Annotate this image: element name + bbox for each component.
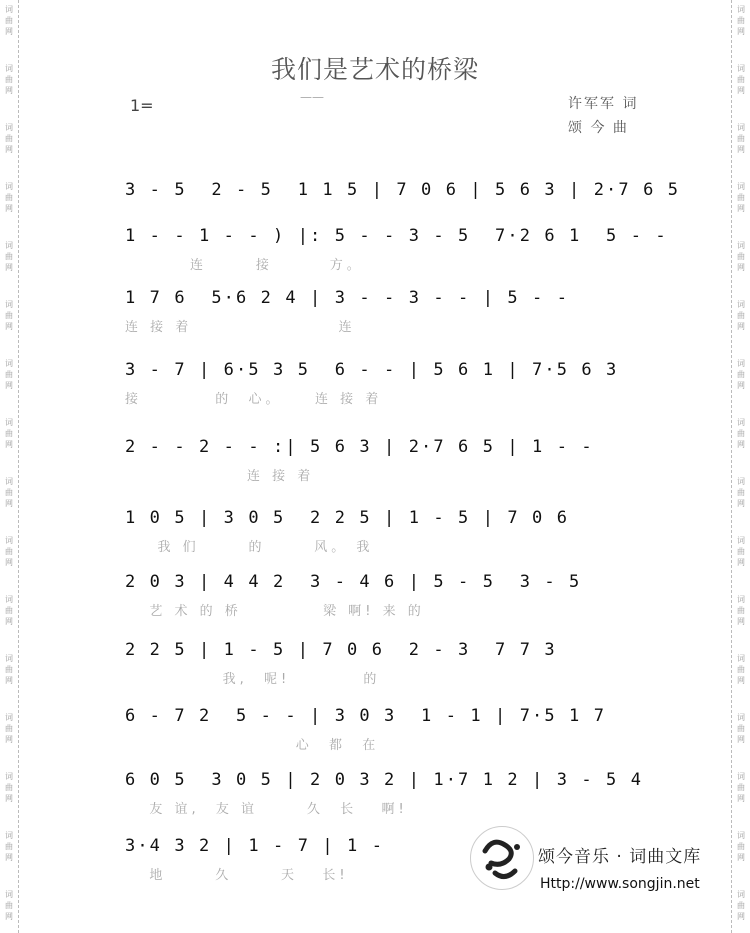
notation-line: 3 - 7 | 6·5 3 5 6 - - | 5 6 1 | 7·5 6 3 [125, 360, 619, 380]
side-watermark-label: 词 曲 网 [5, 123, 13, 154]
side-watermark-label: 词 曲 网 [737, 359, 745, 390]
side-watermark-label: 词 曲 网 [5, 831, 13, 862]
side-watermark-label: 词 曲 网 [5, 5, 13, 36]
lyricist-credit: 许军军 词 [568, 96, 639, 112]
side-watermark-label: 词 曲 网 [737, 477, 745, 508]
lyric-line: 连 接 着 [125, 469, 315, 484]
side-watermark-label: 词 曲 网 [737, 595, 745, 626]
side-watermark-label: 词 曲 网 [5, 890, 13, 921]
watermark-url[interactable]: Http://www.songjin.net [540, 876, 700, 892]
side-watermark-label: 词 曲 网 [5, 300, 13, 331]
lyric-line: 地 久 天 长! [125, 868, 349, 883]
side-watermark-label: 词 曲 网 [5, 418, 13, 449]
side-watermark-label: 词 曲 网 [5, 654, 13, 685]
side-watermark-label: 词 曲 网 [5, 595, 13, 626]
side-watermark-label: 词 曲 网 [737, 241, 745, 272]
composer-credit: 颂 今 曲 [568, 120, 629, 136]
side-watermark-label: 词 曲 网 [5, 359, 13, 390]
side-watermark-label: 词 曲 网 [737, 182, 745, 213]
side-watermark-label: 词 曲 网 [737, 5, 745, 36]
side-watermark-label: 词 曲 网 [737, 713, 745, 744]
notation-line: 2 2 5 | 1 - 5 | 7 0 6 2 - 3 7 7 3 [125, 640, 557, 660]
side-watermark-label: 词 曲 网 [5, 182, 13, 213]
notation-line: 6 - 7 2 5 - - | 3 0 3 1 - 1 | 7·5 1 7 [125, 706, 607, 726]
side-watermark-label: 词 曲 网 [5, 713, 13, 744]
key-signature: 1= [130, 96, 154, 115]
side-watermark-label: 词 曲 网 [737, 64, 745, 95]
lyric-line: 我 们 的 风。 我 [125, 540, 374, 555]
side-watermark-label: 词 曲 网 [737, 772, 745, 803]
side-watermark-label: 词 曲 网 [5, 477, 13, 508]
notation-line: 1 7 6 5·6 2 4 | 3 - - 3 - - | 5 - - [125, 288, 570, 308]
side-watermark-label: 词 曲 网 [737, 654, 745, 685]
side-watermark-label: 词 曲 网 [737, 831, 745, 862]
lyric-line: 艺 术 的 桥 梁 啊! 来 的 [125, 604, 425, 619]
lyric-line: 友 谊, 友 谊 久 长 啊! [125, 802, 408, 817]
side-watermark-label: 词 曲 网 [5, 536, 13, 567]
song-subtitle: —— [300, 90, 324, 104]
side-watermark-label: 词 曲 网 [737, 890, 745, 921]
lyric-line: 连 接 着 连 [125, 320, 356, 335]
side-watermark-label: 词 曲 网 [737, 418, 745, 449]
side-watermark-label: 词 曲 网 [5, 772, 13, 803]
lyric-line: 心 都 在 [125, 738, 380, 753]
lyric-line: 接 的 心。 连 接 着 [125, 392, 383, 407]
watermark-brand: 颂今音乐 · 词曲文库 [538, 847, 702, 867]
notation-line: 2 - - 2 - - :| 5 6 3 | 2·7 6 5 | 1 - - [125, 437, 594, 457]
notation-line: 3 - 5 2 - 5 1 1 5 | 7 0 6 | 5 6 3 | 2·7 6 5 [125, 180, 681, 200]
lyric-line: 连 接 方。 [125, 258, 364, 273]
side-watermark-label: 词 曲 网 [5, 64, 13, 95]
notation-line: 1 - - 1 - - ) |: 5 - - 3 - 5 7·2 6 1 5 - - [125, 226, 668, 246]
lyric-line: 我, 呢! 的 [125, 672, 381, 687]
notation-line: 2 0 3 | 4 4 2 3 - 4 6 | 5 - 5 3 - 5 [125, 572, 582, 592]
song-title: 我们是艺术的桥梁 [270, 55, 479, 84]
notation-line: 6 0 5 3 0 5 | 2 0 3 2 | 1·7 1 2 | 3 - 5 4 [125, 770, 644, 790]
side-watermark-label: 词 曲 网 [737, 300, 745, 331]
notation-line: 3·4 3 2 | 1 - 7 | 1 - [125, 836, 385, 856]
side-watermark-label: 词 曲 网 [737, 123, 745, 154]
notation-line: 1 0 5 | 3 0 5 2 2 5 | 1 - 5 | 7 0 6 [125, 508, 570, 528]
songjin-logo-icon [470, 826, 534, 890]
side-watermark-label: 词 曲 网 [5, 241, 13, 272]
side-watermark-label: 词 曲 网 [737, 536, 745, 567]
